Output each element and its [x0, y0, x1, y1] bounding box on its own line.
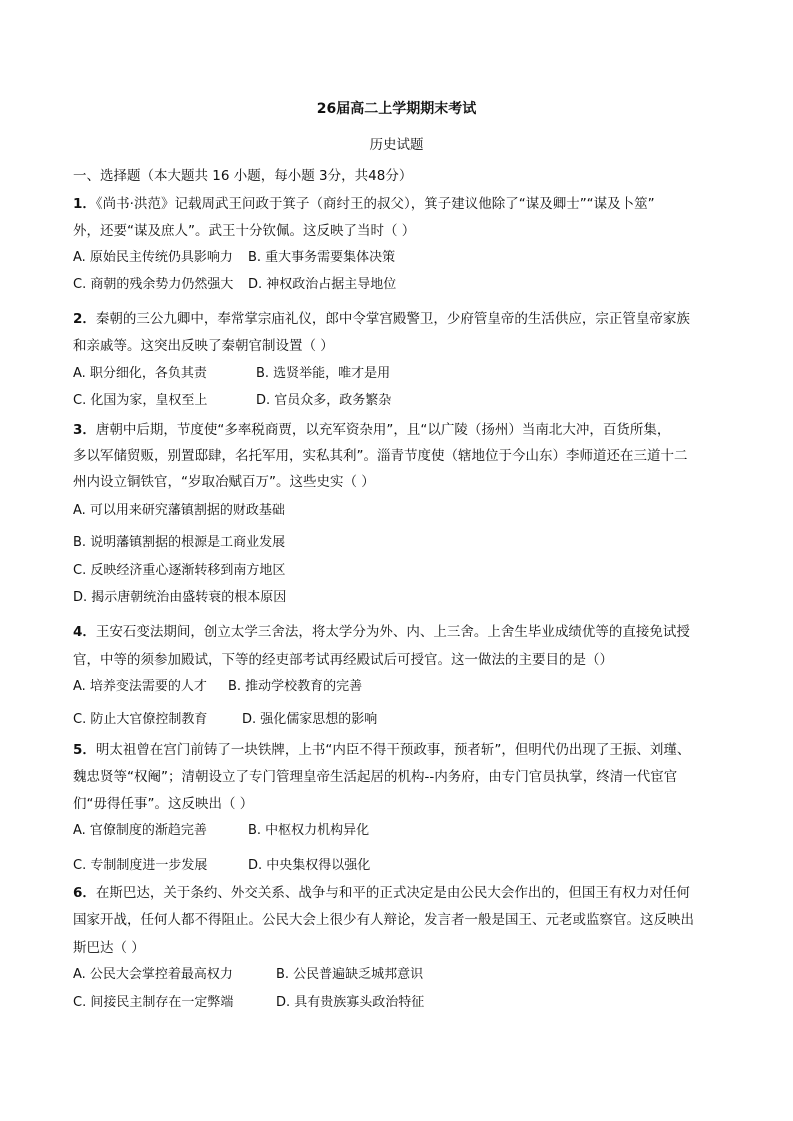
- question-2-option-d: D. 官员众多，政务繁杂: [256, 393, 392, 408]
- question-2-line-2: 和亲戚等。这突出反映了秦朝官制设置（ ）: [73, 338, 334, 354]
- question-1-option-b: B. 重大事务需要集体决策: [248, 250, 396, 265]
- question-1-option-a: A. 原始民主传统仍具影响力: [73, 250, 233, 265]
- question-3-option-c: C. 反映经济重心逐渐转移到南方地区: [73, 563, 286, 578]
- question-1-line-2: 外，还要“谋及庶人”。武王十分钦佩。这反映了当时（ ）: [73, 223, 416, 239]
- question-3-option-d: D. 揭示唐朝统治由盛转衰的根本原因: [73, 590, 287, 605]
- question-1-line-1: 1．《尚书·洪范》记载周武王问政于箕子（商纣王的叔父），箕子建议他除了“谋及卿士”“谋及卜筮”: [73, 196, 655, 212]
- question-3-line-1: 3．唐朝中后期，节度使“多率税商贾，以充军资杂用”，且“以广陵（扬州）当南北大冲，百货所集，: [73, 422, 671, 438]
- question-5-option-a: A. 官僚制度的渐趋完善: [73, 823, 207, 838]
- question-5-line-3: 们“毋得任事”。这反映出（ ）: [73, 796, 254, 812]
- question-6-line-2: 国家开战，任何人都不得阻止。公民大会上很少有人辩论，发言者一般是国王、元老或监察官。这反映出: [73, 912, 694, 928]
- question-3-line-2: 多以军储贸贩，别置邸肆，名托军用，实私其利”。淄青节度使（辖地位于今山东）李师道还在三道十二: [73, 448, 688, 464]
- question-2-option-a: A. 职分细化，各负其责: [73, 366, 207, 381]
- exam-subtitle: 历史试题: [369, 137, 424, 153]
- question-4-option-c: C. 防止大官僚控制教育: [73, 712, 208, 727]
- question-5-line-2: 魏忠贤等“权阉”；清朝设立了专门管理皇帝生活起居的机构--内务府，由专门官员执掌，终清一代宦官: [73, 769, 678, 785]
- question-2-line-1: 2．秦朝的三公九卿中，奉常掌宗庙礼仪，郎中令掌宫殿警卫，少府管皇帝的生活供应，宗正管皇帝家族: [73, 311, 690, 327]
- question-5-line-1: 5．明太祖曾在宫门前铸了一块铁牌，上书“内臣不得干预政事，预者斩”，但明代仍出现了王振、刘瑾、: [73, 742, 691, 758]
- question-number: 6．: [73, 885, 96, 901]
- question-number: 2．: [73, 311, 96, 327]
- question-1-option-d: D. 神权政治占据主导地位: [248, 277, 397, 292]
- question-5-option-b: B. 中枢权力机构异化: [248, 823, 370, 838]
- question-1-option-c: C. 商朝的残余势力仍然强大: [73, 277, 234, 292]
- question-6-line-3: 斯巴达（ ）: [73, 940, 145, 956]
- question-5-option-c: C. 专制制度进一步发展: [73, 858, 208, 873]
- question-4-line-1: 4．王安石变法期间，创立太学三舍法，将太学分为外、内、上三舍。上舍生毕业成绩优等的直接免试授: [73, 624, 690, 640]
- exam-title: 26届高二上学期期末考试: [316, 101, 477, 117]
- question-number: 3．: [73, 422, 96, 438]
- question-4-option-a: A. 培养变法需要的人才: [73, 679, 207, 694]
- question-number: 5．: [73, 742, 96, 758]
- question-2-option-c: C. 化国为家，皇权至上: [73, 393, 208, 408]
- question-3-option-b: B. 说明藩镇割据的根源是工商业发展: [73, 535, 286, 550]
- question-4-option-b: B. 推动学校教育的完善: [228, 679, 363, 694]
- question-3-line-3: 州内设立铜铁官，“岁取冶赋百万”。这些史实（ ）: [73, 474, 375, 490]
- question-6-option-b: B. 公民普遍缺乏城邦意识: [276, 967, 424, 982]
- question-4-line-2: 官，中等的须参加殿试，下等的经吏部考试再经殿试后可授官。这一做法的主要目的是（）: [73, 652, 613, 668]
- question-number: 1．: [73, 196, 96, 212]
- question-6-option-d: D. 具有贵族寡头政治特征: [276, 995, 425, 1010]
- question-number: 4．: [73, 624, 96, 640]
- question-4-option-d: D. 强化儒家思想的影响: [242, 712, 378, 727]
- question-5-option-d: D. 中央集权得以强化: [248, 858, 371, 873]
- section-heading: 一、选择题（本大题共 16 小题，每小题 3分，共48分）: [73, 168, 413, 184]
- question-6-line-1: 6．在斯巴达，关于条约、外交关系、战争与和平的正式决定是由公民大会作出的，但国王有权力对任何: [73, 885, 690, 901]
- question-2-option-b: B. 选贤举能，唯才是用: [256, 366, 391, 381]
- question-6-option-a: A. 公民大会掌控着最高权力: [73, 967, 233, 982]
- question-6-option-c: C. 间接民主制存在一定弊端: [73, 995, 234, 1010]
- question-3-option-a: A. 可以用来研究藩镇割据的财政基础: [73, 503, 285, 518]
